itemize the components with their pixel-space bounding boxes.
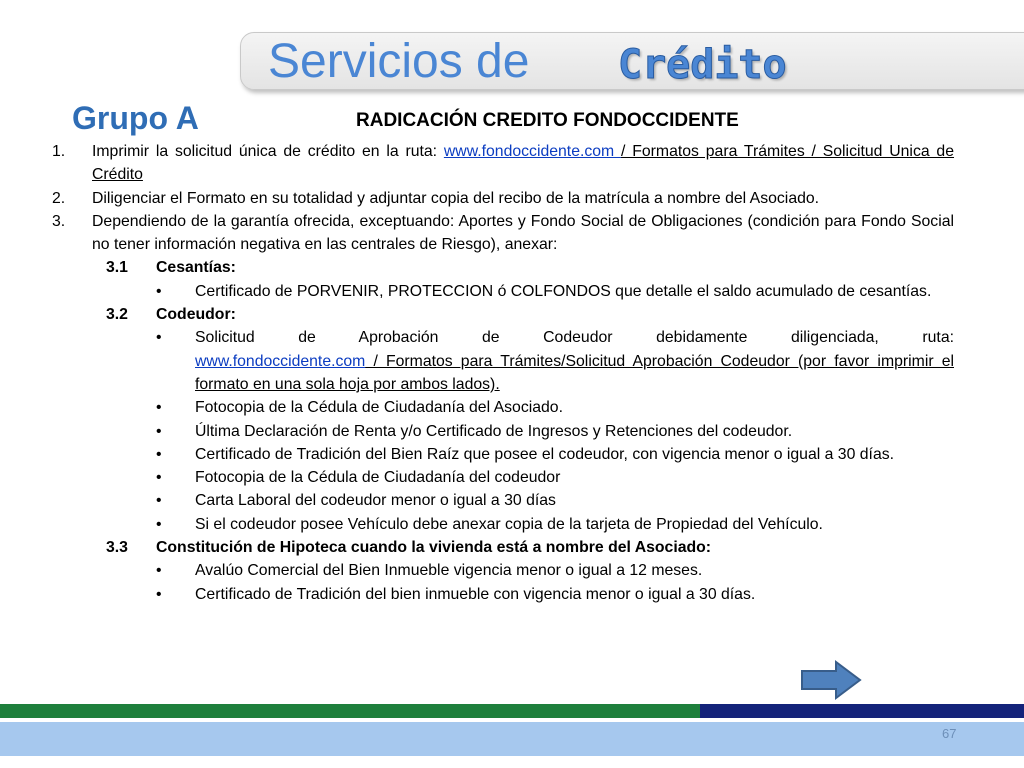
group-label: Grupo A bbox=[72, 100, 199, 136]
bullet-icon: • bbox=[156, 469, 162, 487]
bullet-item bbox=[52, 396, 954, 419]
bullet-item bbox=[52, 443, 954, 466]
page-number: 67 bbox=[942, 726, 957, 741]
bullet-icon: • bbox=[156, 515, 162, 533]
next-arrow-icon[interactable] bbox=[800, 660, 862, 700]
bullet-icon: • bbox=[156, 329, 162, 347]
bullet-text: Si el codeudor posee Vehículo debe anexar copia de la tarjeta de Propiedad del Vehículo. bbox=[195, 515, 823, 533]
subsection-header bbox=[52, 256, 954, 279]
slide-title: Servicios de bbox=[268, 35, 530, 88]
subsection-header bbox=[52, 303, 954, 326]
item-text: Imprimir la solicitud única de crédito en la ruta: www.fondoccidente.com / Formatos para Trámites / Solicitud Unica de Crédito bbox=[92, 143, 955, 184]
footer-bar-green bbox=[0, 704, 700, 718]
bullet-text: Certificado de PORVENIR, PROTECCION ó COLFONDOS que detalle el saldo acumulado de cesantías. bbox=[195, 282, 932, 300]
fondoccidente-link[interactable]: www.fondoccidente.com bbox=[443, 143, 622, 160]
item-text: Dependiendo de la garantía ofrecida, exceptuando: Aportes y Fondo Social de Obligaciones (condición para Fondo Social no tener información negativa en las centrales de Riesgo), anexar: bbox=[92, 212, 954, 254]
subsection-title: Cesantías: bbox=[156, 259, 236, 277]
bullet-icon: • bbox=[156, 445, 162, 463]
footer-bar-navy bbox=[700, 704, 1024, 718]
list-item bbox=[52, 210, 954, 257]
subsection-title: Codeudor: bbox=[156, 306, 236, 324]
fondoccidente-link[interactable]: www.fondoccidente.com bbox=[195, 352, 366, 370]
subsection-number: 3.2 bbox=[106, 306, 128, 324]
bullet-item bbox=[52, 583, 954, 606]
subsection-number: 3.3 bbox=[106, 539, 128, 557]
bullet-text: Última Declaración de Renta y/o Certificado de Ingresos y Retenciones del codeudor. bbox=[195, 422, 793, 440]
bullet-icon: • bbox=[156, 492, 162, 510]
bullet-icon: • bbox=[156, 282, 162, 300]
bullet-icon: • bbox=[156, 562, 162, 580]
slide-title-accent: Crédito bbox=[618, 42, 787, 88]
subsection-title: Constitución de Hipoteca cuando la vivienda está a nombre del Asociado: bbox=[156, 539, 712, 557]
list-item bbox=[52, 140, 954, 187]
item-number: 1. bbox=[52, 143, 66, 160]
bullet-item bbox=[52, 420, 954, 443]
bullet-text: Certificado de Tradición del bien inmueble con vigencia menor o igual a 30 días. bbox=[195, 585, 756, 603]
bullet-text: Carta Laboral del codeudor menor o igual a 30 días bbox=[195, 492, 556, 510]
bullet-item bbox=[52, 466, 954, 489]
subsection-number: 3.1 bbox=[106, 259, 128, 277]
footer-bar-light bbox=[0, 722, 1024, 756]
item-text: Diligenciar el Formato en su totalidad y adjuntar copia del recibo de la matrícula a nombre del Asociado. bbox=[92, 189, 820, 207]
item-number: 3. bbox=[52, 212, 66, 230]
item-number: 2. bbox=[52, 189, 66, 207]
bullet-text: Fotocopia de la Cédula de Ciudadanía del codeudor bbox=[195, 469, 561, 487]
bullet-text: Avalúo Comercial del Bien Inmueble vigencia menor o igual a 12 meses. bbox=[195, 562, 703, 580]
document-body bbox=[52, 140, 954, 606]
bullet-icon: • bbox=[156, 585, 162, 603]
bullet-text: Solicitud de Aprobación de Codeudor debidamente diligenciada, ruta: www.fondoccidente.com / Formatos para Trámites/Solicitud Aprobación Codeudor (por favor imprimir el formato en una sola hoja por ambos lados). bbox=[195, 329, 954, 393]
list-item bbox=[52, 187, 954, 210]
bullet-item bbox=[52, 326, 954, 396]
bullet-item bbox=[52, 489, 954, 512]
bullet-item bbox=[52, 513, 954, 536]
subsection-header bbox=[52, 536, 954, 559]
bullet-icon: • bbox=[156, 399, 162, 417]
bullet-text: Certificado de Tradición del Bien Raíz que posee el codeudor, con vigencia menor o igual a 30 días. bbox=[195, 445, 895, 463]
bullet-text: Fotocopia de la Cédula de Ciudadanía del Asociado. bbox=[195, 399, 563, 417]
bullet-item bbox=[52, 280, 954, 303]
bullet-icon: • bbox=[156, 422, 162, 440]
bullet-item bbox=[52, 559, 954, 582]
section-heading: RADICACIÓN CREDITO FONDOCCIDENTE bbox=[356, 110, 739, 131]
